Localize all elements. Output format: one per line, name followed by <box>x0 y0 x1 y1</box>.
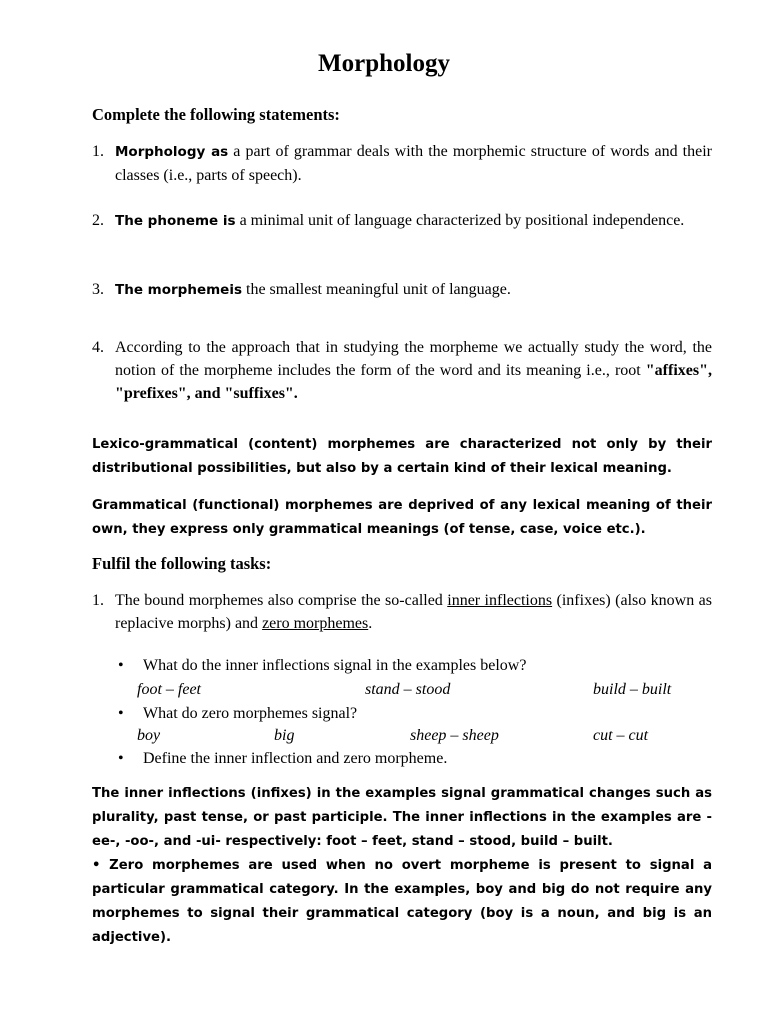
example-big: big <box>274 727 295 744</box>
statement-number: 2. <box>92 212 104 229</box>
answer-block <box>92 782 712 950</box>
example-foot-feet: foot – feet <box>137 681 201 698</box>
task-1 <box>92 589 712 635</box>
task-text-b: (infixes) (also known as replacive morphs) and <box>115 592 712 632</box>
statement-bold: Morphology as <box>115 144 229 160</box>
bullet-text: What do zero morphemes signal? <box>143 705 358 722</box>
statement-1 <box>92 140 712 187</box>
statement-2 <box>92 209 712 233</box>
example-stand-stood: stand – stood <box>365 681 451 698</box>
example-cut-cut: cut – cut <box>593 727 649 744</box>
statement-bold: The morphemeis <box>115 282 242 298</box>
term-zero-morphemes: zero morphemes <box>262 615 369 632</box>
statement-bold: The phoneme is <box>115 213 236 229</box>
section-heading-complete: Complete the following statements: <box>92 105 340 124</box>
example-build-built: build – built <box>593 681 672 698</box>
statement-text: the smallest meaningful unit of language. <box>242 281 511 298</box>
bullet-icon: • <box>118 705 124 722</box>
statement-3 <box>92 278 712 302</box>
statement-bold-tail: "affixes", "prefixes", and "suffixes". <box>115 362 712 402</box>
page-title: Morphology <box>318 50 450 77</box>
bullet-icon: • <box>118 750 124 767</box>
bullet-text: Define the inner inflection and zero morpheme. <box>143 750 448 767</box>
bullet-text: What do the inner inflections signal in the examples below? <box>143 657 527 674</box>
statement-number: 3. <box>92 281 104 298</box>
answer-zero-morphemes: • Zero morphemes are used when no overt morpheme is present to signal a particular grammatical category. In the examples, boy and big do not require any morphemes to signal their grammatical category (boy is a noun, and big is an adjective). <box>92 858 712 945</box>
answer-inner-inflections: The inner inflections (infixes) in the examples signal grammatical changes such as plurality, past tense, or past participle. The inner inflections in the examples are -ee-, -oo-, and -ui- respectively: foot – feet, stand – stood, build – built. <box>92 786 712 849</box>
task-number: 1. <box>92 592 104 609</box>
statement-number: 1. <box>92 143 104 160</box>
statement-text: a part of grammar deals with the morphemic structure of words and their classes (i.e., parts of speech). <box>115 143 712 184</box>
section-heading-tasks: Fulfil the following tasks: <box>92 554 272 573</box>
statement-4 <box>92 336 712 405</box>
task-text-c: . <box>368 615 373 632</box>
bullet-icon: • <box>118 657 124 674</box>
example-sheep-sheep: sheep – sheep <box>410 727 499 744</box>
term-inner-inflections: inner inflections <box>447 592 553 609</box>
statement-text: a minimal unit of language characterized by positional independence. <box>235 212 685 229</box>
note-lexico-grammatical: Lexico-grammatical (content) morphemes are characterized not only by their distributional possibilities, but also by a certain kind of their lexical meaning. <box>92 437 712 476</box>
task-text-a: The bound morphemes also comprise the so-called <box>115 592 448 609</box>
example-boy: boy <box>137 727 161 744</box>
note-grammatical: Grammatical (functional) morphemes are deprived of any lexical meaning of their own, they express only grammatical meanings (of tense, case, voice etc.). <box>92 498 712 537</box>
statement-text: According to the approach that in studying the morpheme we actually study the word, the notion of the morpheme includes the form of the word and its meaning i.e., root <box>115 339 712 379</box>
statement-number: 4. <box>92 339 104 356</box>
